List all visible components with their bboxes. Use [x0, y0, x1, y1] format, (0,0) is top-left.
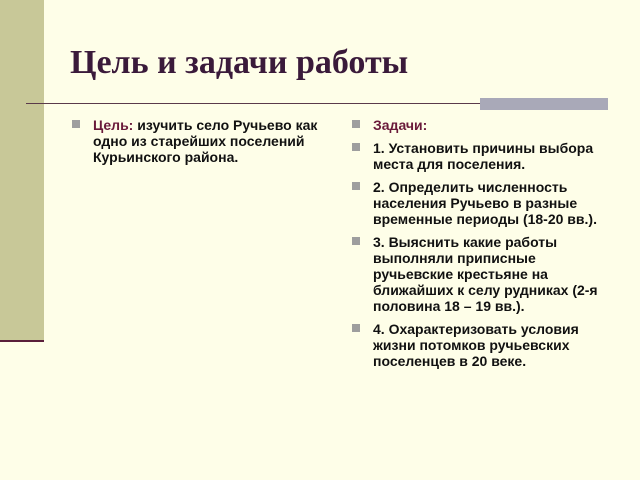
accent-block: [480, 98, 608, 110]
task-item: [352, 321, 614, 369]
task-text: 3. Выяснить какие работы выполняли приписные ручьевские крестьяне на ближайших к селу рудниках (2-я половина 18 – 19 вв.).: [373, 234, 598, 314]
goal-column: [72, 117, 322, 172]
tasks-heading: Задачи:: [373, 117, 428, 133]
task-item: [352, 179, 614, 227]
square-bullet-icon: [352, 143, 360, 151]
slide-title: Цель и задачи работы: [70, 44, 409, 81]
square-bullet-icon: [352, 324, 360, 332]
task-text: 1. Установить причины выбора места для поселения.: [373, 140, 594, 172]
goal-label: Цель:: [93, 117, 134, 133]
task-text: 2. Определить численность населения Ручьево в разные временные периоды (18-20 вв.).: [373, 179, 597, 227]
tasks-column: [352, 117, 614, 376]
goal-text: изучить село Ручьево как одно из старейших поселений Курьинского района.: [93, 117, 318, 165]
tasks-heading-item: [352, 117, 614, 133]
left-decorative-bar: [0, 0, 44, 340]
square-bullet-icon: [352, 237, 360, 245]
square-bullet-icon: [352, 182, 360, 190]
left-bar-edge-line: [0, 340, 44, 342]
task-item: [352, 234, 614, 314]
goal-item: [72, 117, 322, 165]
square-bullet-icon: [72, 120, 80, 128]
task-item: [352, 140, 614, 172]
task-text: 4. Охарактеризовать условия жизни потомков ручьевских поселенцев в 20 веке.: [373, 321, 579, 369]
square-bullet-icon: [352, 120, 360, 128]
